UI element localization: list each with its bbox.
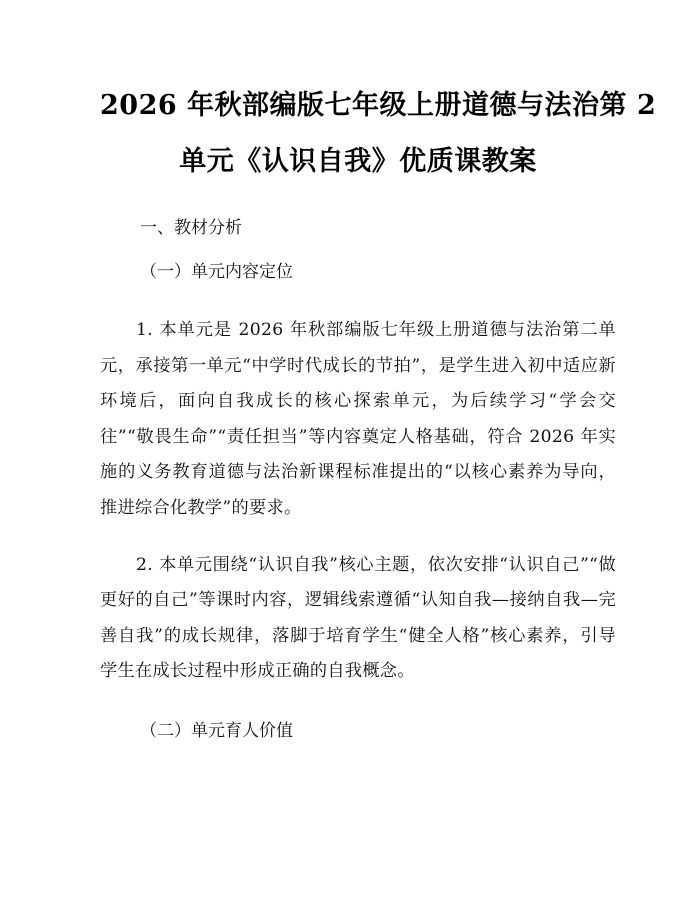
paragraph-1: 1. 本单元是 2026 年秋部编版七年级上册道德与法治第二单元，承接第一单元“中学时代成长的节拍”，是学生进入初中适应新环境后，面向自我成长的核心探索单元，为后续学习“学会交往”“敬畏生命”“责任担当”等内容奠定人格基础，符合 2026 年实施的义务教育道德与法治新课程标准提出的“以核心素养为导向，推进综合化教学”的要求。: [100, 320, 616, 518]
title-line-1: 2026 年秋部编版七年级上册道德与法治第 2: [100, 90, 657, 121]
title-line-2: 单元《认识自我》优质课教案: [179, 146, 537, 177]
subsection-heading-educational-value: （二）单元育人价值: [140, 720, 293, 741]
paragraph-2: 2. 本单元围绕“认识自我”核心主题，依次安排“认识自己”“做更好的自己”等课时内容，逻辑线索遵循“认知自我—接纳自我—完善自我”的成长规律，落脚于培育学生“健全人格”核心素养，引导学生在成长过程中形成正确的自我概念。: [100, 554, 616, 682]
subsection-heading-unit-positioning: （一）单元内容定位: [140, 262, 293, 282]
document-title: [100, 78, 657, 190]
section-heading-textbook-analysis: 一、教材分析: [140, 218, 242, 238]
